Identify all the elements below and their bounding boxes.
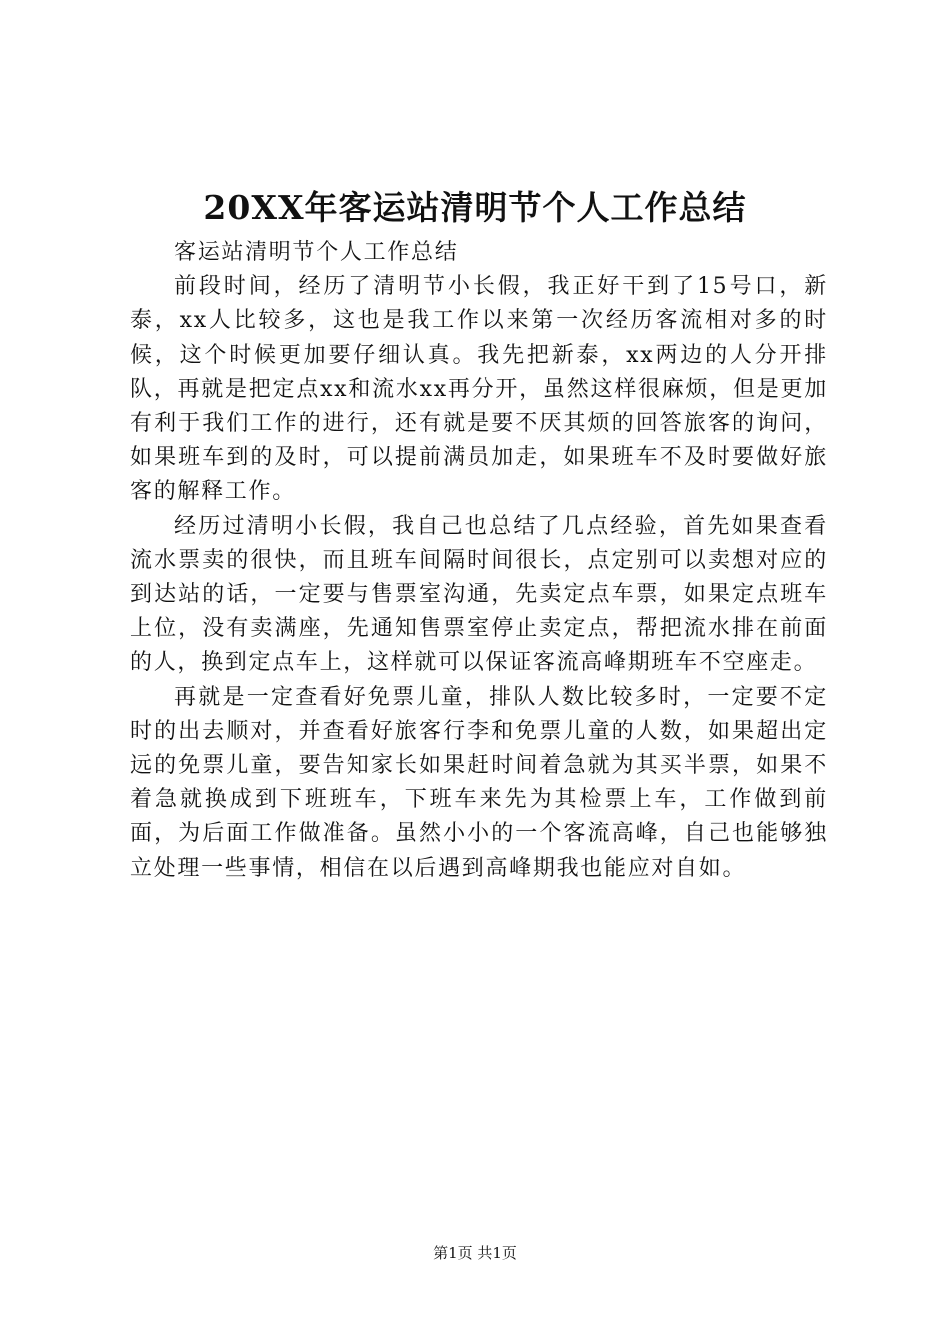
paragraph: 前段时间，经历了清明节小长假，我正好干到了15号口，新泰，xx人比较多，这也是我工作以来第一次经历客流相对多的时候，这个时候更加要仔细认真。我先把新泰，xx两边的人分开排队，再就是把定点xx和流水xx再分开，虽然这样很麻烦，但是更加有利于我们工作的进行，还有就是要不厌其烦的回答旅客的询问，如果班车到的及时，可以提前满员加走，如果班车不及时要做好旅客的解释工作。: [130, 274, 828, 505]
paragraph: 经历过清明小长假，我自己也总结了几点经验，首先如果查看流水票卖的很快，而且班车间隔时间很长，点定别可以卖想对应的到达站的话，一定要与售票室沟通，先卖定点车票，如果定点班车上位，没有卖满座，先通知售票室停止卖定点，帮把流水排在前面的人，换到定点车上，这样就可以保证客流高峰期班车不空座走。: [130, 513, 828, 676]
paragraph: 再就是一定查看好免票儿童，排队人数比较多时，一定要不定时的出去顺对，并查看好旅客行李和免票儿童的人数，如果超出定远的免票儿童，要告知家长如果赶时间着急就为其买半票，如果不着急就换成到下班班车，下班车来先为其检票上车，工作做到前面，为后面工作做准备。虽然小小的一个客流高峰，自己也能够独立处理一些事情，相信在以后遇到高峰期我也能应对自如。: [130, 684, 828, 881]
document-title: 20XX年客运站清明节个人工作总结: [203, 188, 747, 227]
page-number-footer: 第1页 共1页: [433, 1244, 517, 1262]
document-subtitle: 客运站清明节个人工作总结: [174, 240, 459, 265]
document-body: [130, 236, 828, 886]
